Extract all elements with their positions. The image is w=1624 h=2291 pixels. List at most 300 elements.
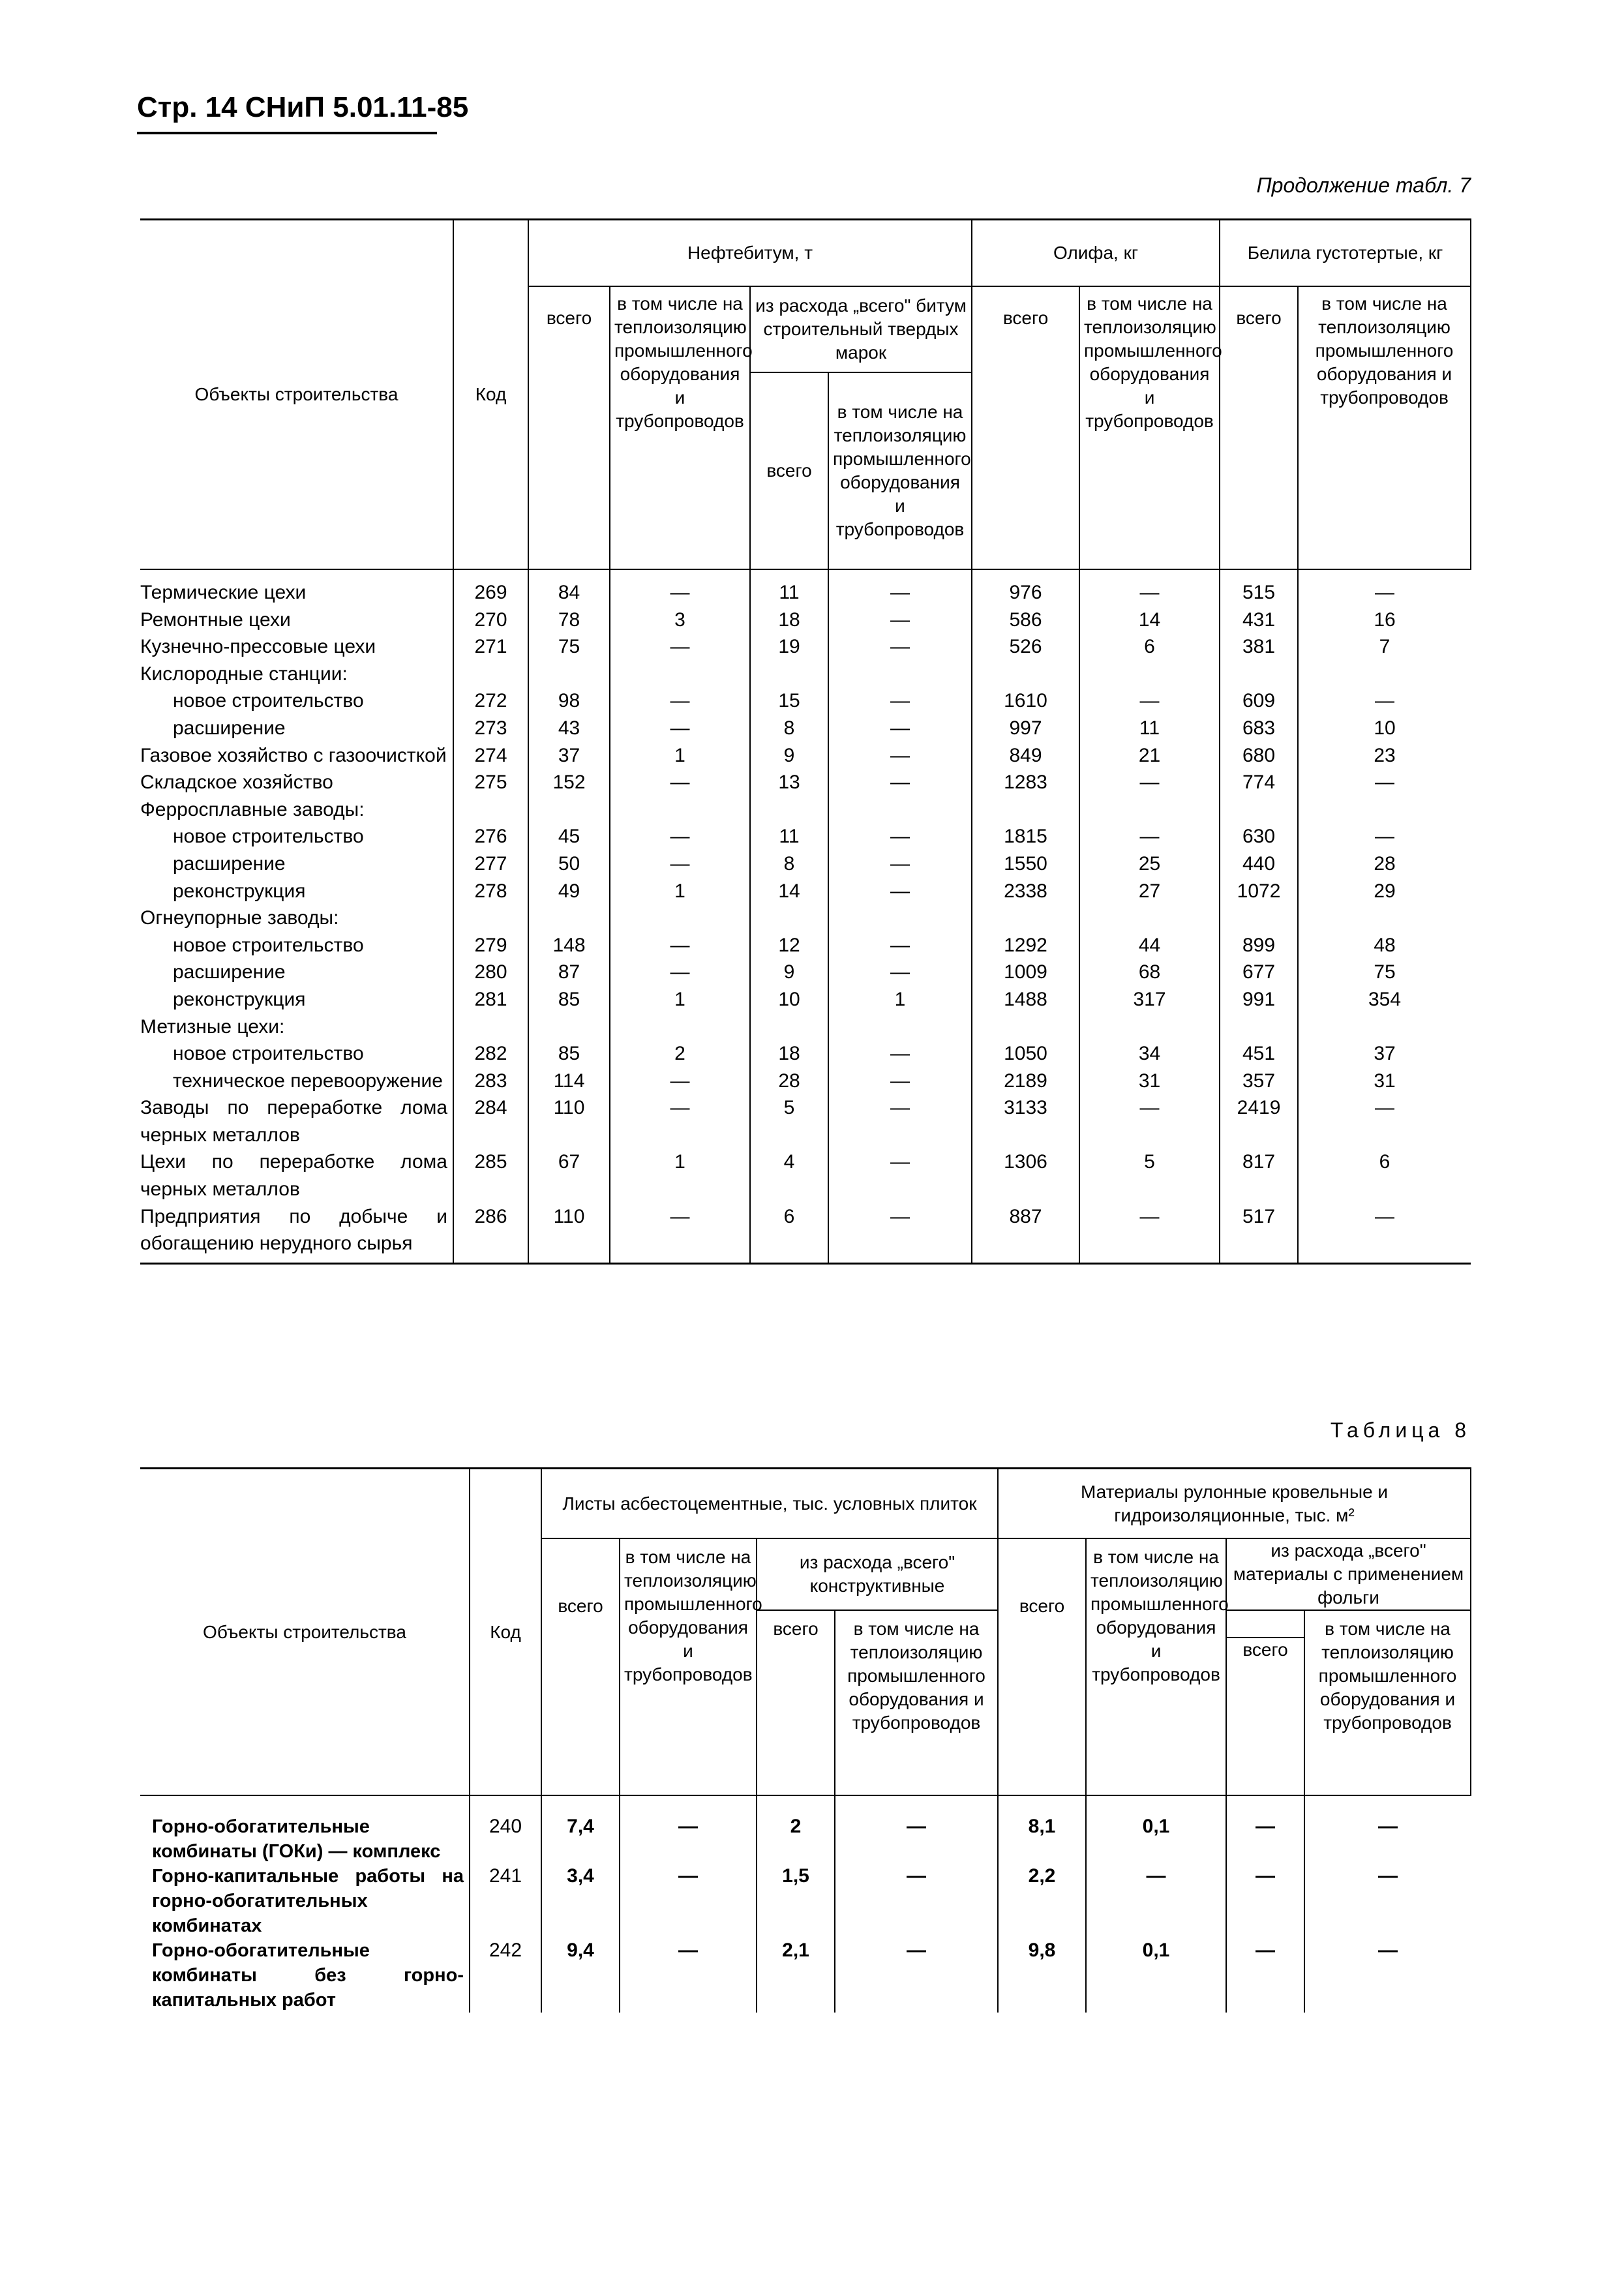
row-code: 269 bbox=[453, 569, 528, 606]
row-value-c6: 34 bbox=[1079, 1040, 1220, 1068]
row-value-c1: 49 bbox=[528, 878, 610, 905]
row-value-c7: 899 bbox=[1220, 932, 1298, 959]
t8-header-sub-total: всего bbox=[757, 1610, 835, 1795]
row-value-c8: — bbox=[1298, 569, 1471, 606]
row-value-c3: 6 bbox=[750, 1203, 828, 1264]
row-value-c6: 21 bbox=[1079, 742, 1220, 770]
row-object-name: Горно-обогатительные комбинаты (ГОКи) — комплекс bbox=[152, 1816, 441, 1862]
row-code: 273 bbox=[453, 715, 528, 742]
header-olifa-incl: в том числе на теплоизоляцию промышленного оборудования и трубопроводов bbox=[1079, 286, 1220, 569]
row-code: 281 bbox=[453, 986, 528, 1013]
row-object-name: Газовое хозяйство с газоочисткой bbox=[140, 744, 447, 766]
row-value-c2: — bbox=[620, 1938, 757, 2013]
row-value-c1: 114 bbox=[528, 1068, 610, 1095]
row-value-c5: 997 bbox=[972, 715, 1079, 742]
row-code: 271 bbox=[453, 633, 528, 661]
row-value-c4 bbox=[828, 796, 972, 824]
row-value-c4: 1 bbox=[828, 986, 972, 1013]
row-value-c1: 98 bbox=[528, 687, 610, 715]
row-value-c2: — bbox=[610, 1068, 750, 1095]
row-value-c5: 1292 bbox=[972, 932, 1079, 959]
row-value-c5: 976 bbox=[972, 569, 1079, 606]
row-value-c8 bbox=[1298, 905, 1471, 932]
table-row bbox=[140, 1938, 1471, 2013]
row-object-name: реконструкция bbox=[173, 880, 306, 902]
row-value-c6: — bbox=[1079, 1094, 1220, 1148]
table-row bbox=[140, 769, 1471, 796]
row-value-c8 bbox=[1298, 1013, 1471, 1041]
row-value-c5: 1050 bbox=[972, 1040, 1079, 1068]
header-belila: Белила густотертые, кг bbox=[1220, 220, 1471, 287]
row-code bbox=[453, 661, 528, 688]
t8-header-constructive: из расхода „всего" конструктивные bbox=[757, 1538, 998, 1610]
row-value-c4: — bbox=[828, 1068, 972, 1095]
row-value-c5: 1306 bbox=[972, 1148, 1079, 1203]
row-object-name: новое строительство bbox=[173, 934, 364, 956]
row-value-c7 bbox=[1220, 661, 1298, 688]
row-object-name: Метизные цехи: bbox=[140, 1015, 285, 1038]
row-value-c2: — bbox=[610, 932, 750, 959]
row-value-c6 bbox=[1079, 796, 1220, 824]
row-value-c1: 78 bbox=[528, 606, 610, 634]
row-value-c6 bbox=[1079, 1013, 1220, 1041]
row-value-c1 bbox=[528, 1013, 610, 1041]
row-code: 280 bbox=[453, 959, 528, 986]
row-value-c1: 45 bbox=[528, 823, 610, 850]
row-code: 242 bbox=[470, 1938, 541, 2013]
row-value-c3 bbox=[750, 1013, 828, 1041]
table-row bbox=[140, 878, 1471, 905]
table-row bbox=[140, 1094, 1471, 1148]
t8-header-code: Код bbox=[470, 1469, 541, 1796]
table-8 bbox=[140, 1467, 1471, 2013]
row-value-c4: — bbox=[828, 633, 972, 661]
row-value-c4: — bbox=[828, 1148, 972, 1203]
row-value-c6: 44 bbox=[1079, 932, 1220, 959]
row-value-c7: 451 bbox=[1220, 1040, 1298, 1068]
row-value-c7 bbox=[1220, 905, 1298, 932]
t8-header-foil-incl: в том числе на теплоизоляцию промышленного оборудования и трубопроводов bbox=[1304, 1610, 1471, 1795]
row-value-c2: — bbox=[610, 823, 750, 850]
t8-header-rolls-total: всего bbox=[998, 1538, 1086, 1795]
row-value-c2 bbox=[610, 1013, 750, 1041]
header-bitum-incl: в том числе на теплоизоляцию промышленного оборудования и трубопроводов bbox=[610, 286, 750, 569]
row-value-c4: — bbox=[828, 1094, 972, 1148]
row-value-c1: 50 bbox=[528, 850, 610, 878]
row-value-c7 bbox=[1220, 796, 1298, 824]
row-object-name: новое строительство bbox=[173, 690, 364, 712]
row-code: 272 bbox=[453, 687, 528, 715]
row-object-name: техническое перевооружение bbox=[173, 1070, 443, 1092]
row-value-c2: — bbox=[610, 959, 750, 986]
row-object-name: Горно-капитальные работы на горно-обогатительных комбинатах bbox=[152, 1866, 464, 1936]
table-row bbox=[140, 850, 1471, 878]
row-value-c5: 1009 bbox=[972, 959, 1079, 986]
row-value-c4: — bbox=[835, 1864, 998, 1938]
row-value-c5: 1610 bbox=[972, 687, 1079, 715]
row-value-c2: — bbox=[610, 850, 750, 878]
row-value-c6: 0,1 bbox=[1086, 1795, 1226, 1864]
row-value-c2 bbox=[610, 796, 750, 824]
row-code bbox=[453, 796, 528, 824]
row-value-c5 bbox=[972, 1013, 1079, 1041]
header-olifa-total: всего bbox=[972, 286, 1079, 569]
row-value-c8: — bbox=[1298, 823, 1471, 850]
header-bitum-total: всего bbox=[528, 286, 610, 569]
row-code: 283 bbox=[453, 1068, 528, 1095]
row-value-c3: 2 bbox=[757, 1795, 835, 1864]
row-value-c8: 7 bbox=[1298, 633, 1471, 661]
row-value-c5: 2338 bbox=[972, 878, 1079, 905]
row-value-c4: — bbox=[835, 1938, 998, 2013]
row-value-c5: 2189 bbox=[972, 1068, 1079, 1095]
row-code: 277 bbox=[453, 850, 528, 878]
row-value-c5: 887 bbox=[972, 1203, 1079, 1264]
row-value-c6: 27 bbox=[1079, 878, 1220, 905]
row-value-c5: 3133 bbox=[972, 1094, 1079, 1148]
row-object-name: Ферросплавные заводы: bbox=[140, 798, 365, 820]
table-row bbox=[140, 1864, 1471, 1938]
row-code: 274 bbox=[453, 742, 528, 770]
t8-header-sheets: Листы асбестоцементные, тыс. условных плиток bbox=[541, 1469, 998, 1539]
row-value-c5: 849 bbox=[972, 742, 1079, 770]
row-value-c8: — bbox=[1304, 1938, 1471, 2013]
row-value-c8: — bbox=[1298, 1203, 1471, 1264]
row-value-c8: 48 bbox=[1298, 932, 1471, 959]
row-value-c3: 4 bbox=[750, 1148, 828, 1203]
row-value-c4: — bbox=[828, 742, 972, 770]
row-value-c4 bbox=[828, 1013, 972, 1041]
row-value-c3: 9 bbox=[750, 959, 828, 986]
row-value-c6 bbox=[1079, 661, 1220, 688]
table-row bbox=[140, 796, 1471, 824]
t8-header-rolls-incl: в том числе на теплоизоляцию промышленного оборудования и трубопроводов bbox=[1086, 1538, 1226, 1795]
row-value-c1: 7,4 bbox=[541, 1795, 620, 1864]
t8-header-foil-total-spacer bbox=[1226, 1610, 1304, 1638]
row-value-c3: 11 bbox=[750, 569, 828, 606]
row-value-c7 bbox=[1220, 1013, 1298, 1041]
row-value-c8: 31 bbox=[1298, 1068, 1471, 1095]
row-value-c8 bbox=[1298, 796, 1471, 824]
row-value-c2: 3 bbox=[610, 606, 750, 634]
row-value-c6: 68 bbox=[1079, 959, 1220, 986]
table-row bbox=[140, 661, 1471, 688]
row-value-c7: 630 bbox=[1220, 823, 1298, 850]
row-value-c7: 2419 bbox=[1220, 1094, 1298, 1148]
header-neftebitum: Нефтебитум, т bbox=[528, 220, 972, 287]
row-value-c7: — bbox=[1226, 1795, 1304, 1864]
table-row bbox=[140, 1013, 1471, 1041]
table-row bbox=[140, 959, 1471, 986]
row-value-c6: — bbox=[1079, 569, 1220, 606]
row-value-c5: 9,8 bbox=[998, 1938, 1086, 2013]
row-value-c7: 817 bbox=[1220, 1148, 1298, 1203]
row-value-c8: — bbox=[1298, 1094, 1471, 1148]
row-value-c6: — bbox=[1086, 1864, 1226, 1938]
row-value-c8: 37 bbox=[1298, 1040, 1471, 1068]
row-value-c4: — bbox=[828, 715, 972, 742]
row-object-name: Огнеупорные заводы: bbox=[140, 907, 339, 929]
row-code: 241 bbox=[470, 1864, 541, 1938]
table-row bbox=[140, 633, 1471, 661]
row-object-name: расширение bbox=[173, 852, 286, 875]
row-value-c8: 29 bbox=[1298, 878, 1471, 905]
row-value-c8: 75 bbox=[1298, 959, 1471, 986]
row-value-c6: 6 bbox=[1079, 633, 1220, 661]
header-olifa: Олифа, кг bbox=[972, 220, 1220, 287]
row-code: 240 bbox=[470, 1795, 541, 1864]
row-value-c8 bbox=[1298, 661, 1471, 688]
row-object-name: новое строительство bbox=[173, 826, 364, 848]
row-code bbox=[453, 1013, 528, 1041]
row-value-c4: — bbox=[828, 850, 972, 878]
row-value-c2 bbox=[610, 905, 750, 932]
row-value-c2: 1 bbox=[610, 1148, 750, 1203]
row-value-c3: 10 bbox=[750, 986, 828, 1013]
row-value-c6 bbox=[1079, 905, 1220, 932]
row-value-c5 bbox=[972, 796, 1079, 824]
row-value-c6: 25 bbox=[1079, 850, 1220, 878]
row-value-c3: 28 bbox=[750, 1068, 828, 1095]
row-object-name: Кислородные станции: bbox=[140, 663, 348, 685]
row-value-c1: 110 bbox=[528, 1203, 610, 1264]
row-value-c3: 5 bbox=[750, 1094, 828, 1148]
table-row bbox=[140, 742, 1471, 770]
row-value-c2: — bbox=[610, 769, 750, 796]
header-belila-total: всего bbox=[1220, 286, 1298, 569]
row-value-c5 bbox=[972, 661, 1079, 688]
row-value-c6: 317 bbox=[1079, 986, 1220, 1013]
row-value-c1: 67 bbox=[528, 1148, 610, 1203]
row-value-c2: — bbox=[610, 569, 750, 606]
row-value-c2: — bbox=[620, 1864, 757, 1938]
row-value-c8: 10 bbox=[1298, 715, 1471, 742]
row-value-c7: 381 bbox=[1220, 633, 1298, 661]
row-code: 284 bbox=[453, 1094, 528, 1148]
header-belila-incl: в том числе на теплоизоляцию промышленного оборудования и трубопроводов bbox=[1298, 286, 1471, 569]
row-value-c2: — bbox=[610, 1203, 750, 1264]
row-value-c7: 515 bbox=[1220, 569, 1298, 606]
row-value-c4 bbox=[828, 905, 972, 932]
row-value-c5: 586 bbox=[972, 606, 1079, 634]
row-code: 279 bbox=[453, 932, 528, 959]
row-value-c2: — bbox=[610, 1094, 750, 1148]
row-value-c2: 1 bbox=[610, 742, 750, 770]
table-row bbox=[140, 986, 1471, 1013]
row-value-c2: — bbox=[620, 1795, 757, 1864]
row-object-name: расширение bbox=[173, 717, 286, 739]
header-bitum-sub-total: всего bbox=[750, 372, 828, 569]
row-value-c5: 2,2 bbox=[998, 1864, 1086, 1938]
row-value-c2: 1 bbox=[610, 986, 750, 1013]
row-value-c7: 677 bbox=[1220, 959, 1298, 986]
row-value-c3 bbox=[750, 905, 828, 932]
table-row bbox=[140, 1795, 1471, 1864]
row-value-c1: 75 bbox=[528, 633, 610, 661]
page-header: Стр. 14 СНиП 5.01.11-85 bbox=[137, 91, 469, 123]
row-value-c7: 431 bbox=[1220, 606, 1298, 634]
table-row bbox=[140, 606, 1471, 634]
row-value-c7: 991 bbox=[1220, 986, 1298, 1013]
row-value-c5 bbox=[972, 905, 1079, 932]
table-row bbox=[140, 569, 1471, 606]
table-row bbox=[140, 932, 1471, 959]
row-value-c3: 15 bbox=[750, 687, 828, 715]
row-value-c5: 8,1 bbox=[998, 1795, 1086, 1864]
row-value-c3: 9 bbox=[750, 742, 828, 770]
header-code: Код bbox=[453, 220, 528, 570]
table-7 bbox=[140, 218, 1471, 1265]
row-value-c1: 87 bbox=[528, 959, 610, 986]
row-value-c7: 517 bbox=[1220, 1203, 1298, 1264]
table-row bbox=[140, 1203, 1471, 1264]
row-code: 275 bbox=[453, 769, 528, 796]
row-value-c8: 28 bbox=[1298, 850, 1471, 878]
table8-caption: Таблица 8 bbox=[1330, 1418, 1471, 1442]
row-value-c8: 354 bbox=[1298, 986, 1471, 1013]
row-value-c4: — bbox=[835, 1795, 998, 1864]
header-bitum-sub-incl: в том числе на теплоизоляцию промышленного оборудования и трубопроводов bbox=[828, 372, 972, 569]
row-value-c5: 1488 bbox=[972, 986, 1079, 1013]
row-value-c1: 85 bbox=[528, 1040, 610, 1068]
table-row bbox=[140, 1148, 1471, 1203]
row-value-c3: 19 bbox=[750, 633, 828, 661]
row-value-c7: 440 bbox=[1220, 850, 1298, 878]
row-object-name: расширение bbox=[173, 961, 286, 983]
table-row bbox=[140, 1040, 1471, 1068]
row-value-c3: 2,1 bbox=[757, 1938, 835, 2013]
row-value-c1: 84 bbox=[528, 569, 610, 606]
row-object-name: Кузнечно-прессовые цехи bbox=[140, 636, 376, 658]
row-value-c7: 683 bbox=[1220, 715, 1298, 742]
row-value-c7: 609 bbox=[1220, 687, 1298, 715]
row-value-c8: — bbox=[1298, 687, 1471, 715]
header-objects: Объекты строительства bbox=[140, 220, 453, 570]
row-value-c4: — bbox=[828, 932, 972, 959]
row-value-c5: 1815 bbox=[972, 823, 1079, 850]
header-underline bbox=[137, 132, 437, 134]
row-value-c6: — bbox=[1079, 823, 1220, 850]
row-value-c4: — bbox=[828, 1203, 972, 1264]
row-value-c8: 23 bbox=[1298, 742, 1471, 770]
t8-header-sheets-incl: в том числе на теплоизоляцию промышленного оборудования и трубопроводов bbox=[620, 1538, 757, 1795]
row-value-c6: 31 bbox=[1079, 1068, 1220, 1095]
row-value-c4: — bbox=[828, 687, 972, 715]
row-value-c6: — bbox=[1079, 769, 1220, 796]
row-value-c5: 526 bbox=[972, 633, 1079, 661]
row-code bbox=[453, 905, 528, 932]
row-code: 270 bbox=[453, 606, 528, 634]
row-value-c2: — bbox=[610, 715, 750, 742]
row-value-c4: — bbox=[828, 959, 972, 986]
row-value-c1: 148 bbox=[528, 932, 610, 959]
table-row bbox=[140, 823, 1471, 850]
row-value-c4: — bbox=[828, 878, 972, 905]
t8-header-objects: Объекты строительства bbox=[140, 1469, 470, 1796]
row-object-name: Предприятия по добыче и обогащению нерудного сырья bbox=[140, 1205, 447, 1255]
row-value-c3: 8 bbox=[750, 850, 828, 878]
table-row bbox=[140, 1068, 1471, 1095]
row-value-c8: 16 bbox=[1298, 606, 1471, 634]
row-value-c7: 357 bbox=[1220, 1068, 1298, 1095]
row-value-c1 bbox=[528, 796, 610, 824]
row-object-name: новое строительство bbox=[173, 1043, 364, 1065]
table-row bbox=[140, 687, 1471, 715]
row-code: 282 bbox=[453, 1040, 528, 1068]
row-value-c8: — bbox=[1304, 1864, 1471, 1938]
row-value-c4: — bbox=[828, 823, 972, 850]
row-value-c3: 14 bbox=[750, 878, 828, 905]
row-value-c1: 3,4 bbox=[541, 1864, 620, 1938]
row-value-c3: 11 bbox=[750, 823, 828, 850]
row-value-c2 bbox=[610, 661, 750, 688]
row-code: 276 bbox=[453, 823, 528, 850]
row-value-c2: 1 bbox=[610, 878, 750, 905]
row-value-c4: — bbox=[828, 569, 972, 606]
row-code: 285 bbox=[453, 1148, 528, 1203]
t8-header-sub-incl: в том числе на теплоизоляцию промышленного оборудования и трубопроводов bbox=[835, 1610, 998, 1795]
row-object-name: Складское хозяйство bbox=[140, 771, 333, 794]
row-value-c3: 18 bbox=[750, 1040, 828, 1068]
t8-header-foil: из расхода „всего" материалы с применением фольги bbox=[1226, 1538, 1471, 1610]
row-value-c8: — bbox=[1304, 1795, 1471, 1864]
row-value-c7: 774 bbox=[1220, 769, 1298, 796]
row-value-c1: 43 bbox=[528, 715, 610, 742]
row-value-c1 bbox=[528, 905, 610, 932]
row-value-c7: — bbox=[1226, 1938, 1304, 2013]
row-value-c4: — bbox=[828, 606, 972, 634]
row-object-name: Цехи по переработке лома черных металлов bbox=[140, 1151, 447, 1201]
row-value-c8: — bbox=[1298, 769, 1471, 796]
row-value-c3: 1,5 bbox=[757, 1864, 835, 1938]
row-value-c6: — bbox=[1079, 687, 1220, 715]
row-value-c3: 13 bbox=[750, 769, 828, 796]
row-object-name: реконструкция bbox=[173, 988, 306, 1010]
row-value-c4 bbox=[828, 661, 972, 688]
t8-header-rolls: Материалы рулонные кровельные и гидроизоляционные, тыс. м² bbox=[998, 1469, 1471, 1539]
row-value-c7: 1072 bbox=[1220, 878, 1298, 905]
row-value-c1: 9,4 bbox=[541, 1938, 620, 2013]
row-value-c2: — bbox=[610, 687, 750, 715]
row-value-c1: 110 bbox=[528, 1094, 610, 1148]
row-value-c5: 1550 bbox=[972, 850, 1079, 878]
row-value-c6: 11 bbox=[1079, 715, 1220, 742]
table-row bbox=[140, 715, 1471, 742]
row-value-c2: 2 bbox=[610, 1040, 750, 1068]
row-value-c1 bbox=[528, 661, 610, 688]
row-value-c2: — bbox=[610, 633, 750, 661]
table7-continuation-label: Продолжение табл. 7 bbox=[1256, 173, 1471, 197]
row-code: 286 bbox=[453, 1203, 528, 1264]
row-object-name: Ремонтные цехи bbox=[140, 608, 291, 631]
row-value-c5: 1283 bbox=[972, 769, 1079, 796]
row-value-c8: 6 bbox=[1298, 1148, 1471, 1203]
table-row bbox=[140, 905, 1471, 932]
row-value-c3: 18 bbox=[750, 606, 828, 634]
row-object-name: Горно-обогатительные комбинаты без горно-капитальных работ bbox=[152, 1940, 464, 2011]
row-value-c3 bbox=[750, 796, 828, 824]
row-value-c4: — bbox=[828, 1040, 972, 1068]
row-value-c6: 14 bbox=[1079, 606, 1220, 634]
row-value-c3 bbox=[750, 661, 828, 688]
row-value-c3: 8 bbox=[750, 715, 828, 742]
header-bitum-of-total: из расхода „всего" битум строительный твердых марок bbox=[750, 286, 972, 372]
row-code: 278 bbox=[453, 878, 528, 905]
t8-header-sheets-total: всего bbox=[541, 1538, 620, 1795]
row-value-c1: 85 bbox=[528, 986, 610, 1013]
row-value-c1: 37 bbox=[528, 742, 610, 770]
row-object-name: Заводы по переработке лома черных металлов bbox=[140, 1097, 447, 1146]
